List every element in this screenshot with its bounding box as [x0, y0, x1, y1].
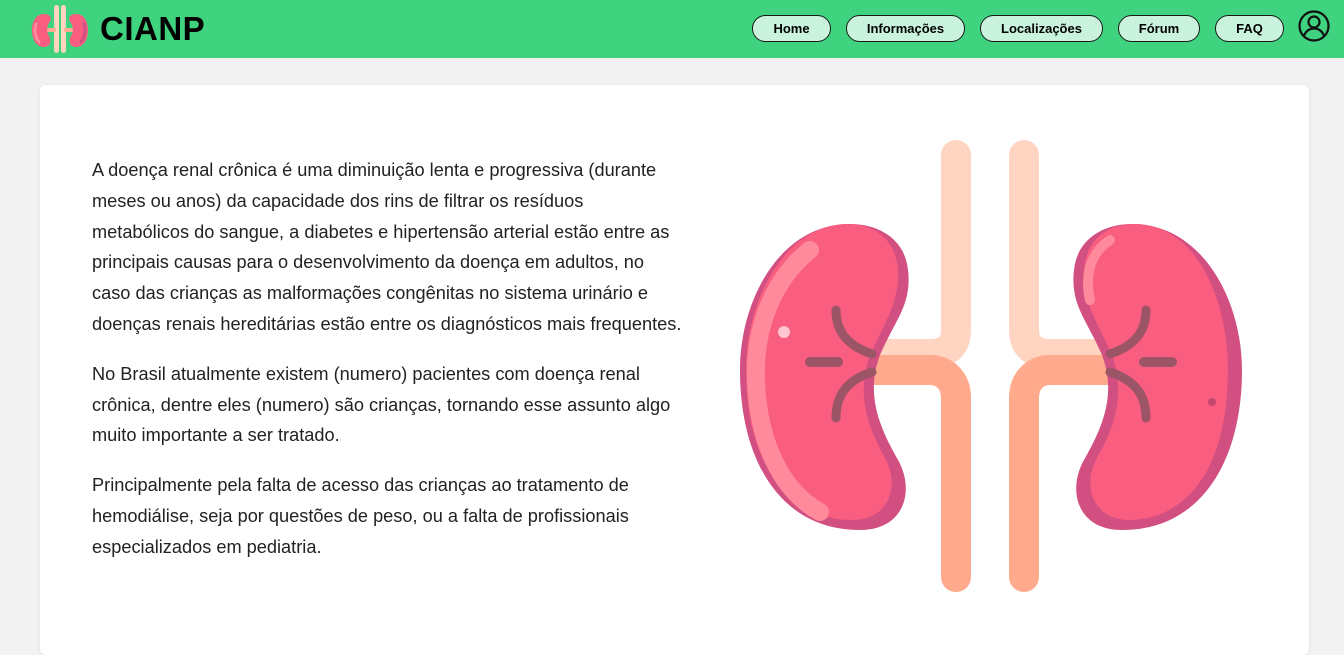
paragraph-intro: A doença renal crônica é uma diminuição lenta e progressiva (durante meses ou anos) da capacidade dos rins de filtrar os resíduos metabólicos do sangue, a diabetes e hipertensão arterial estão entre as principais causas para o desenvolvimento da doença em adultos, no caso das crianças as malformações congênitas no sistema urinário e doenças renais hereditárias estão entre os diagnósticos mais frequentes.: [92, 160, 682, 334]
nav-home-button[interactable]: Home: [752, 15, 831, 42]
brand-name: CIANP: [100, 10, 206, 47]
info-text: [92, 155, 682, 582]
main-card: [40, 85, 1309, 655]
brand[interactable]: [30, 4, 205, 54]
user-circle-icon[interactable]: [1297, 9, 1331, 43]
kidney-icon: [30, 4, 90, 54]
nav-forum-button[interactable]: Fórum: [1118, 15, 1200, 42]
paragraph-statistics: No Brasil atualmente existem (numero) pacientes com doença renal crônica, dentre eles (numero) são crianças, tornando esse assunto algo muito importante a ser tratado.: [92, 363, 671, 446]
nav-localizacoes-button[interactable]: Localizações: [980, 15, 1103, 42]
kidneys-illustration: [740, 140, 1242, 592]
nav-informacoes-button[interactable]: Informações: [846, 15, 965, 42]
nav-faq-button[interactable]: FAQ: [1215, 15, 1284, 42]
paragraph-access: Principalmente pela falta de acesso das crianças ao tratamento de hemodiálise, seja por questões de peso, ou a falta de profissionais especializados em pediatria.: [92, 475, 629, 557]
top-navbar: [0, 0, 1344, 58]
